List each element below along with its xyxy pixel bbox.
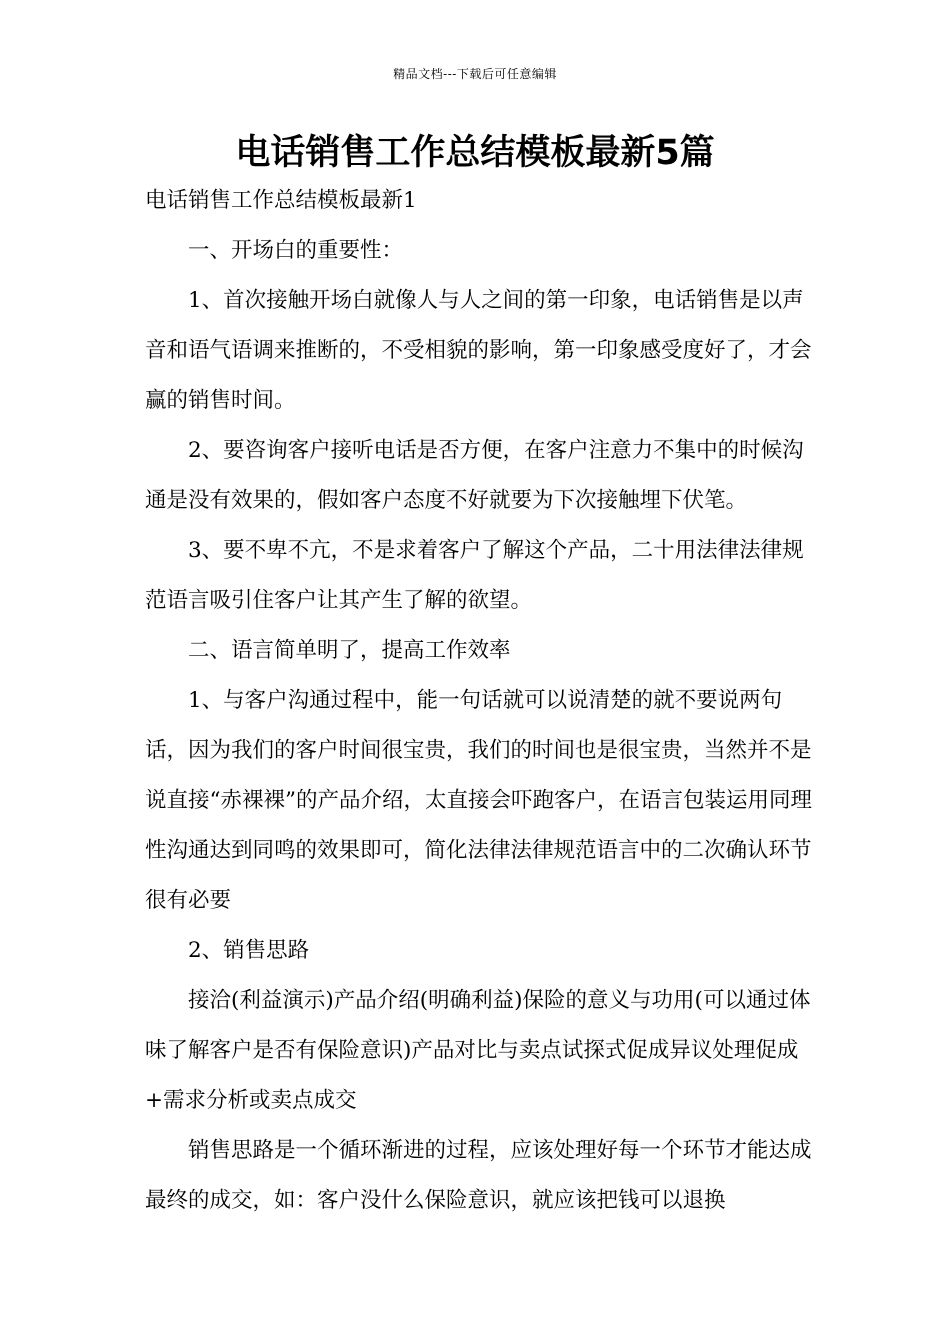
paragraph-item-2: 2、要咨询客户接听电话是否方便，在客户注意力不集中的时候沟通是没有效果的，假如客户态度不好就要为下次接触埋下伏笔。 (145, 438, 804, 513)
paragraph-section-1-heading: 一、开场白的重要性： (188, 238, 404, 263)
document-subtitle: 电话销售工作总结模板最新1 (145, 188, 417, 213)
paragraph-sales-approach-heading: 2、销售思路 (188, 938, 310, 963)
paragraph-item-1: 1、首次接触开场白就像人与人之间的第一印象，电话销售是以声音和语气语调来推断的，不受相貌的影响，第一印象感受度好了，才会赢的销售时间。 (145, 288, 812, 413)
paragraph-item-4: 1、与客户沟通过程中，能一句话就可以说清楚的就不要说两句话，因为我们的客户时间很宝贵，我们的时间也是很宝贵，当然并不是说直接“赤裸裸”的产品介绍，太直接会吓跑客户，在语言包装运用同理性沟通达到同鸣的效果即可，简化法律法律规范语言中的二次确认环节很有必要 (145, 688, 812, 913)
document-title: 电话销售工作总结模板最新5篇 (235, 133, 715, 173)
paragraph-sales-steps: 接洽(利益演示)产品介绍(明确利益)保险的意义与功用(可以通过体味了解客户是否有保险意识)产品对比与卖点试探式促成异议处理促成+需求分析或卖点成交 (145, 988, 811, 1113)
document-body (145, 176, 813, 1226)
paragraph-item-3: 3、要不卑不亢，不是求着客户了解这个产品，二十用法律法律规范语言吸引住客户让其产生了解的欲望。 (145, 538, 804, 613)
paragraph-section-2-heading: 二、语言简单明了，提高工作效率 (188, 638, 511, 663)
paragraph-sales-cycle: 销售思路是一个循环渐进的过程，应该处理好每一个环节才能达成最终的成交，如：客户没什么保险意识，就应该把钱可以退换 (145, 1138, 812, 1213)
header-note: 精品文档---下载后可任意编辑 (393, 67, 557, 81)
